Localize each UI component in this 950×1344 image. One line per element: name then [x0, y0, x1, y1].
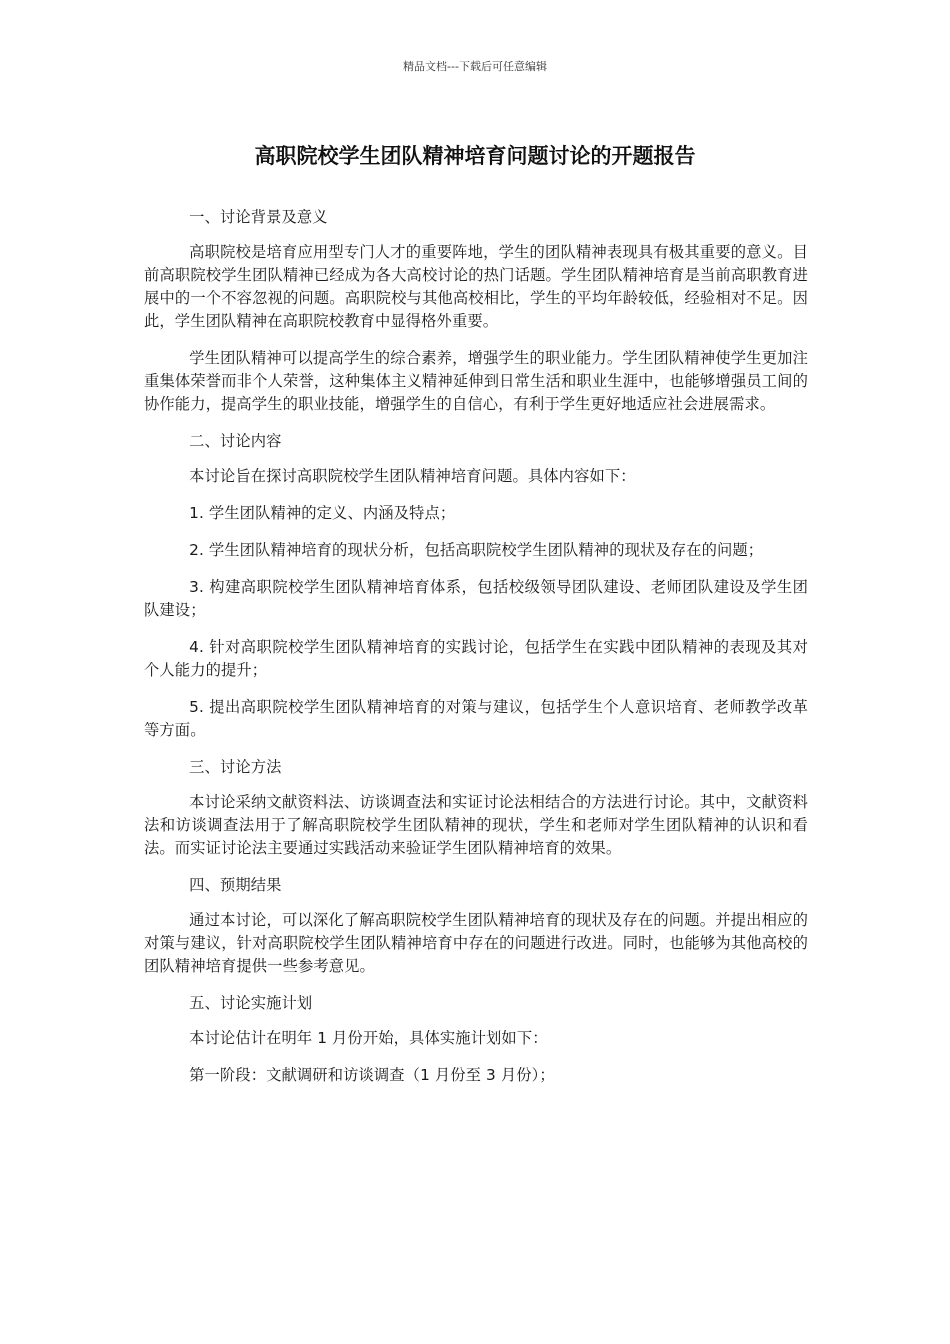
list-item: 2. 学生团队精神培育的现状分析，包括高职院校学生团队精神的现状及存在的问题；: [189, 541, 764, 559]
paragraph: 学生团队精神可以提高学生的综合素养，增强学生的职业能力。学生团队精神使学生更加注重集体荣誉而非个人荣誉，这种集体主义精神延伸到日常生活和职业生涯中，也能够增强员工间的协作能力，提高学生的职业技能，增强学生的自信心，有利于学生更好地适应社会进展需求。: [144, 349, 808, 413]
paragraph: 本讨论旨在探讨高职院校学生团队精神培育问题。具体内容如下：: [189, 467, 636, 485]
section-heading-content: 二、讨论内容: [189, 432, 282, 450]
section-heading-background: 一、讨论背景及意义: [189, 208, 328, 226]
paragraph: 本讨论估计在明年 1 月份开始，具体实施计划如下：: [189, 1029, 548, 1047]
document-title: 高职院校学生团队精神培育问题讨论的开题报告: [254, 144, 696, 168]
list-item: 3. 构建高职院校学生团队精神培育体系，包括校级领导团队建设、老师团队建设及学生团队建设；: [144, 578, 808, 619]
paragraph: 本讨论采纳文献资料法、访谈调查法和实证讨论法相结合的方法进行讨论。其中，文献资料法和访谈调查法用于了解高职院校学生团队精神的现状，学生和老师对学生团队精神的认识和看法。而实证讨论法主要通过实践活动来验证学生团队精神培育的效果。: [144, 793, 808, 857]
section-heading-plan: 五、讨论实施计划: [189, 994, 313, 1012]
list-item: 4. 针对高职院校学生团队精神培育的实践讨论，包括学生在实践中团队精神的表现及其对个人能力的提升；: [144, 638, 808, 679]
paragraph: 第一阶段：文献调研和访谈调查（1 月份至 3 月份）；: [189, 1066, 555, 1084]
section-heading-expected-results: 四、预期结果: [189, 876, 282, 894]
header-note: 精品文档---下载后可任意编辑: [403, 60, 547, 73]
section-heading-method: 三、讨论方法: [189, 758, 282, 776]
list-item: 1. 学生团队精神的定义、内涵及特点；: [189, 504, 456, 522]
paragraph: 高职院校是培育应用型专门人才的重要阵地，学生的团队精神表现具有极其重要的意义。目前高职院校学生团队精神已经成为各大高校讨论的热门话题。学生团队精神培育是当前高职教育进展中的一个不容忽视的问题。高职院校与其他高校相比，学生的平均年龄较低，经验相对不足。因此，学生团队精神在高职院校教育中显得格外重要。: [144, 243, 808, 330]
document-body: [144, 206, 808, 1101]
paragraph: 通过本讨论，可以深化了解高职院校学生团队精神培育的现状及存在的问题。并提出相应的对策与建议，针对高职院校学生团队精神培育中存在的问题进行改进。同时，也能够为其他高校的团队精神培育提供一些参考意见。: [144, 911, 808, 975]
list-item: 5. 提出高职院校学生团队精神培育的对策与建议，包括学生个人意识培育、老师教学改革等方面。: [144, 698, 808, 739]
